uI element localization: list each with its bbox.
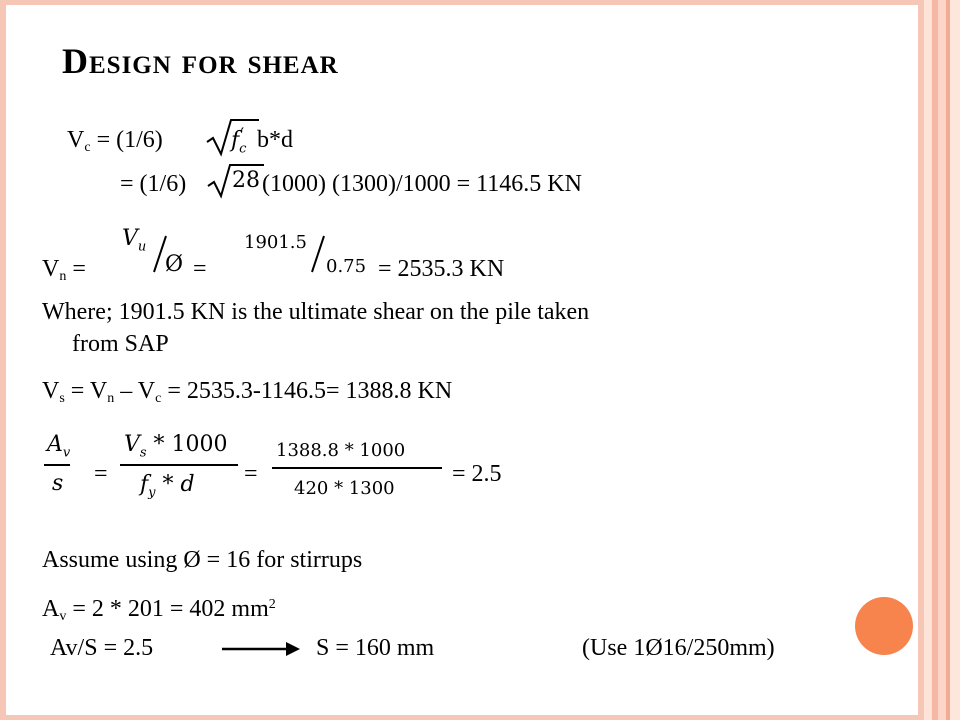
spacing-result: S = 160 mm <box>316 635 435 661</box>
phi-denominator: Ø <box>165 252 184 277</box>
vn-denominator: 0.75 <box>326 256 367 277</box>
fy-symbol: f <box>140 472 149 497</box>
num-denominator: 420 * 1300 <box>294 478 395 499</box>
fc-symbol: f <box>231 128 240 153</box>
vn-symbol: V <box>42 256 60 282</box>
av-equals-2: = <box>244 461 258 487</box>
vu-symbol: V <box>122 226 138 251</box>
fraction-bar <box>120 464 238 466</box>
fc-prime: ′ <box>240 124 245 143</box>
fc-subscript: c <box>239 141 247 157</box>
av-subscript: v <box>62 445 71 461</box>
num-numerator: 1388.8 * 1000 <box>276 440 406 461</box>
av-area-subscript: v <box>59 609 67 624</box>
av-area-symbol: A <box>42 596 60 622</box>
vs-minus-vc: – V <box>114 378 156 404</box>
vn-equals: = <box>66 256 86 282</box>
vn-subscript: n <box>59 269 67 284</box>
vn-equals-2: = <box>193 256 207 282</box>
sqrt-fc-content <box>231 124 247 157</box>
slide-frame-top <box>0 0 924 5</box>
fraction-bar <box>44 464 70 466</box>
vu-numerator <box>122 226 146 254</box>
av-area-value: = 2 * 201 = 402 mm <box>66 596 269 622</box>
vs-formula <box>42 377 452 413</box>
vs-symbol: V <box>42 378 60 404</box>
vc-calc-start: = (1/6) <box>120 171 187 197</box>
s-denominator: s <box>52 471 64 496</box>
fraction-bar <box>272 467 442 469</box>
vs-num-symbol: V <box>124 432 140 457</box>
use-stirrups-note: (Use 1Ø16/250mm) <box>582 635 775 661</box>
av-equals-1: = <box>94 461 108 487</box>
assume-text: Assume using Ø = 16 for stirrups <box>42 547 363 573</box>
decor-stripe <box>950 0 960 720</box>
fy-denominator <box>140 472 195 500</box>
vs-eq-vn: = V <box>64 378 108 404</box>
av-area <box>42 591 276 631</box>
vu-subscript: u <box>137 239 147 255</box>
vn-subscript-2: n <box>107 391 115 406</box>
vc-coefficient: = (1/6) <box>90 127 163 153</box>
sqrt-28-value: 28 <box>232 168 260 193</box>
av-symbol: A <box>47 432 63 457</box>
right-arrow-icon <box>222 638 300 660</box>
decor-stripe <box>924 0 932 720</box>
vs-num-rest: * 1000 <box>146 432 228 457</box>
vs-result: = 2535.3-1146.5= 1388.8 KN <box>161 378 453 404</box>
fy-subscript: y <box>148 485 156 501</box>
vc-symbol: V <box>67 127 85 153</box>
vc-subscript: c <box>84 140 91 155</box>
fy-rest: * d <box>155 472 195 497</box>
slide-frame-left <box>0 0 6 720</box>
vc-rest: b*d <box>257 127 293 153</box>
vc-subscript-2: c <box>155 391 162 406</box>
slide-title: Design for shear <box>62 41 339 81</box>
accent-circle <box>855 597 913 655</box>
where-text-line2: from SAP <box>72 331 169 357</box>
vn-result: = 2535.3 KN <box>378 256 505 282</box>
where-text-line1: Where; 1901.5 KN is the ultimate shear on the pile taken <box>42 299 590 325</box>
vc-formula <box>67 126 163 162</box>
slide-frame-bottom <box>0 715 924 720</box>
vs-subscript: s <box>59 391 65 406</box>
decor-stripe <box>938 0 946 720</box>
vn-lhs <box>42 255 86 291</box>
vs-num-subscript: s <box>139 445 147 461</box>
vn-numerator: 1901.5 <box>244 232 307 253</box>
fraction-slash <box>308 234 328 274</box>
vs-numerator <box>124 432 228 460</box>
av-numerator <box>47 432 70 460</box>
vc-calc-rest: (1000) (1300)/1000 = 1146.5 KN <box>262 171 582 197</box>
area-unit-exponent: 2 <box>268 597 276 612</box>
av-result: = 2.5 <box>452 461 502 487</box>
av-s-ratio: Av/S = 2.5 <box>50 635 154 661</box>
